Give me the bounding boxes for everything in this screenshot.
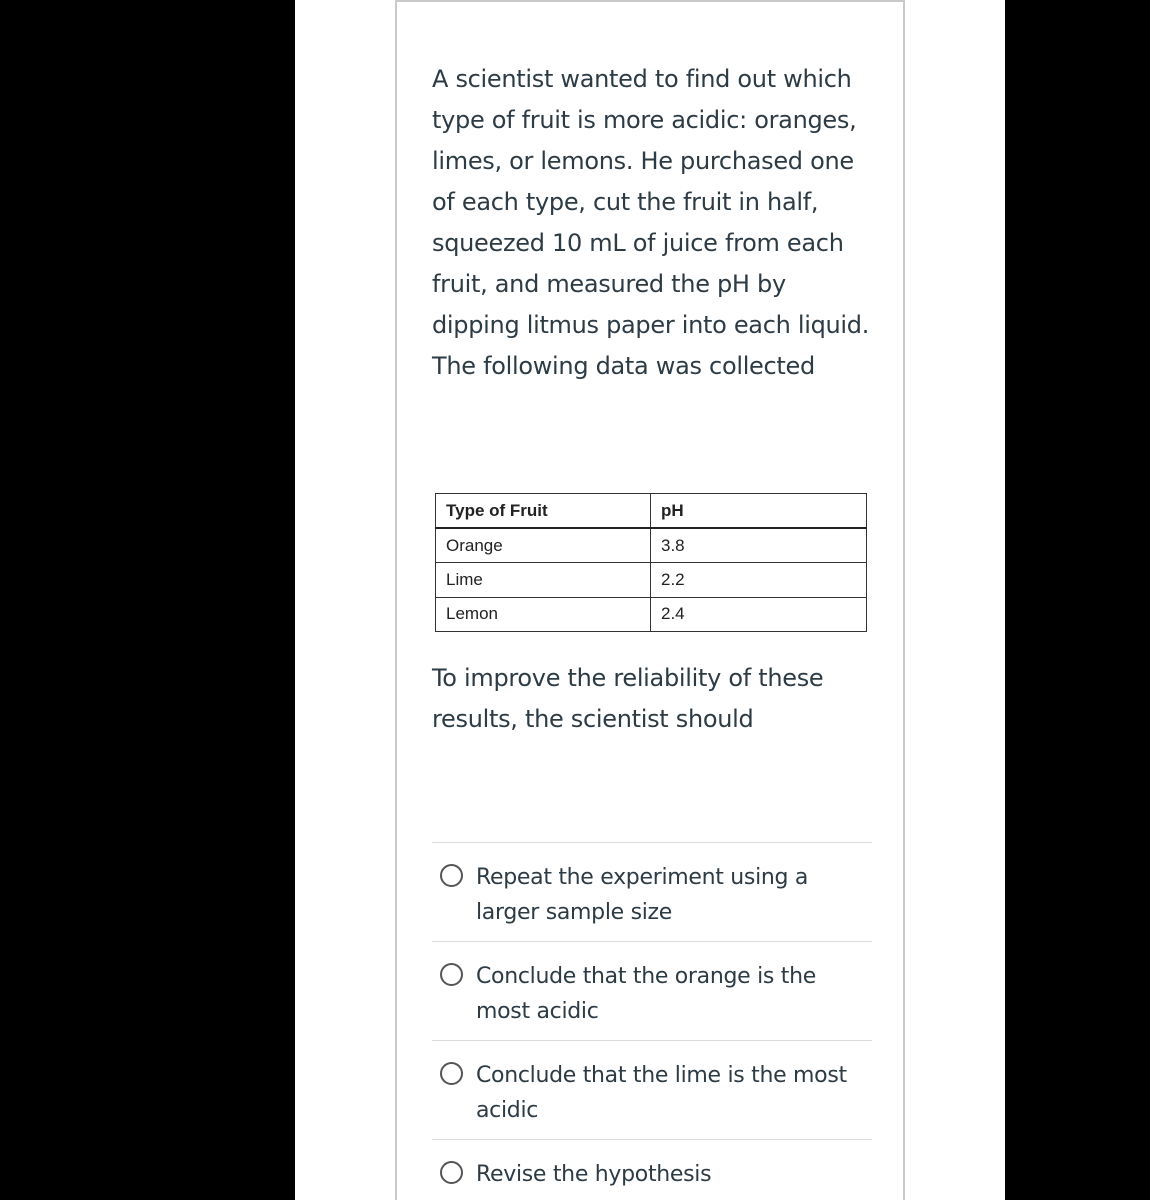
table-header-row — [436, 494, 867, 529]
cell-fruit: Orange — [436, 528, 651, 563]
cell-ph: 2.4 — [651, 597, 867, 632]
answer-label[interactable]: Conclude that the orange is the most acidic — [476, 964, 816, 1024]
question-prompt: To improve the reliability of these results, the scientist should — [432, 664, 824, 733]
radio-button[interactable] — [440, 864, 463, 887]
table-row — [436, 563, 867, 598]
radio-button[interactable] — [440, 963, 463, 986]
page-frame — [295, 0, 1005, 1200]
table-row — [436, 528, 867, 563]
cell-fruit: Lime — [436, 563, 651, 598]
question-card — [395, 0, 905, 1200]
table-row — [436, 597, 867, 632]
fruit-ph-table — [435, 493, 867, 632]
answer-list — [432, 842, 872, 1200]
cell-fruit: Lemon — [436, 597, 651, 632]
column-header-fruit: Type of Fruit — [436, 494, 651, 529]
answer-option-2[interactable] — [432, 941, 872, 1040]
answer-option-3[interactable] — [432, 1040, 872, 1139]
answer-label[interactable]: Repeat the experiment using a larger sample size — [476, 865, 809, 925]
answer-label[interactable]: Conclude that the lime is the most acidic — [476, 1063, 847, 1123]
answer-label[interactable]: Revise the hypothesis — [476, 1162, 712, 1187]
question-text: A scientist wanted to find out which type of fruit is more acidic: oranges, limes, or lemons. He purchased one of each type, cut the fruit in half, squeezed 10 mL of juice from each fruit, and measured the pH by dipping litmus paper into each liquid. The following data was collected — [432, 65, 870, 380]
column-header-ph: pH — [651, 494, 867, 529]
cell-ph: 2.2 — [651, 563, 867, 598]
radio-button[interactable] — [440, 1062, 463, 1085]
radio-button[interactable] — [440, 1161, 463, 1184]
answer-option-1[interactable] — [432, 842, 872, 941]
answer-option-4[interactable] — [432, 1139, 872, 1200]
cell-ph: 3.8 — [651, 528, 867, 563]
